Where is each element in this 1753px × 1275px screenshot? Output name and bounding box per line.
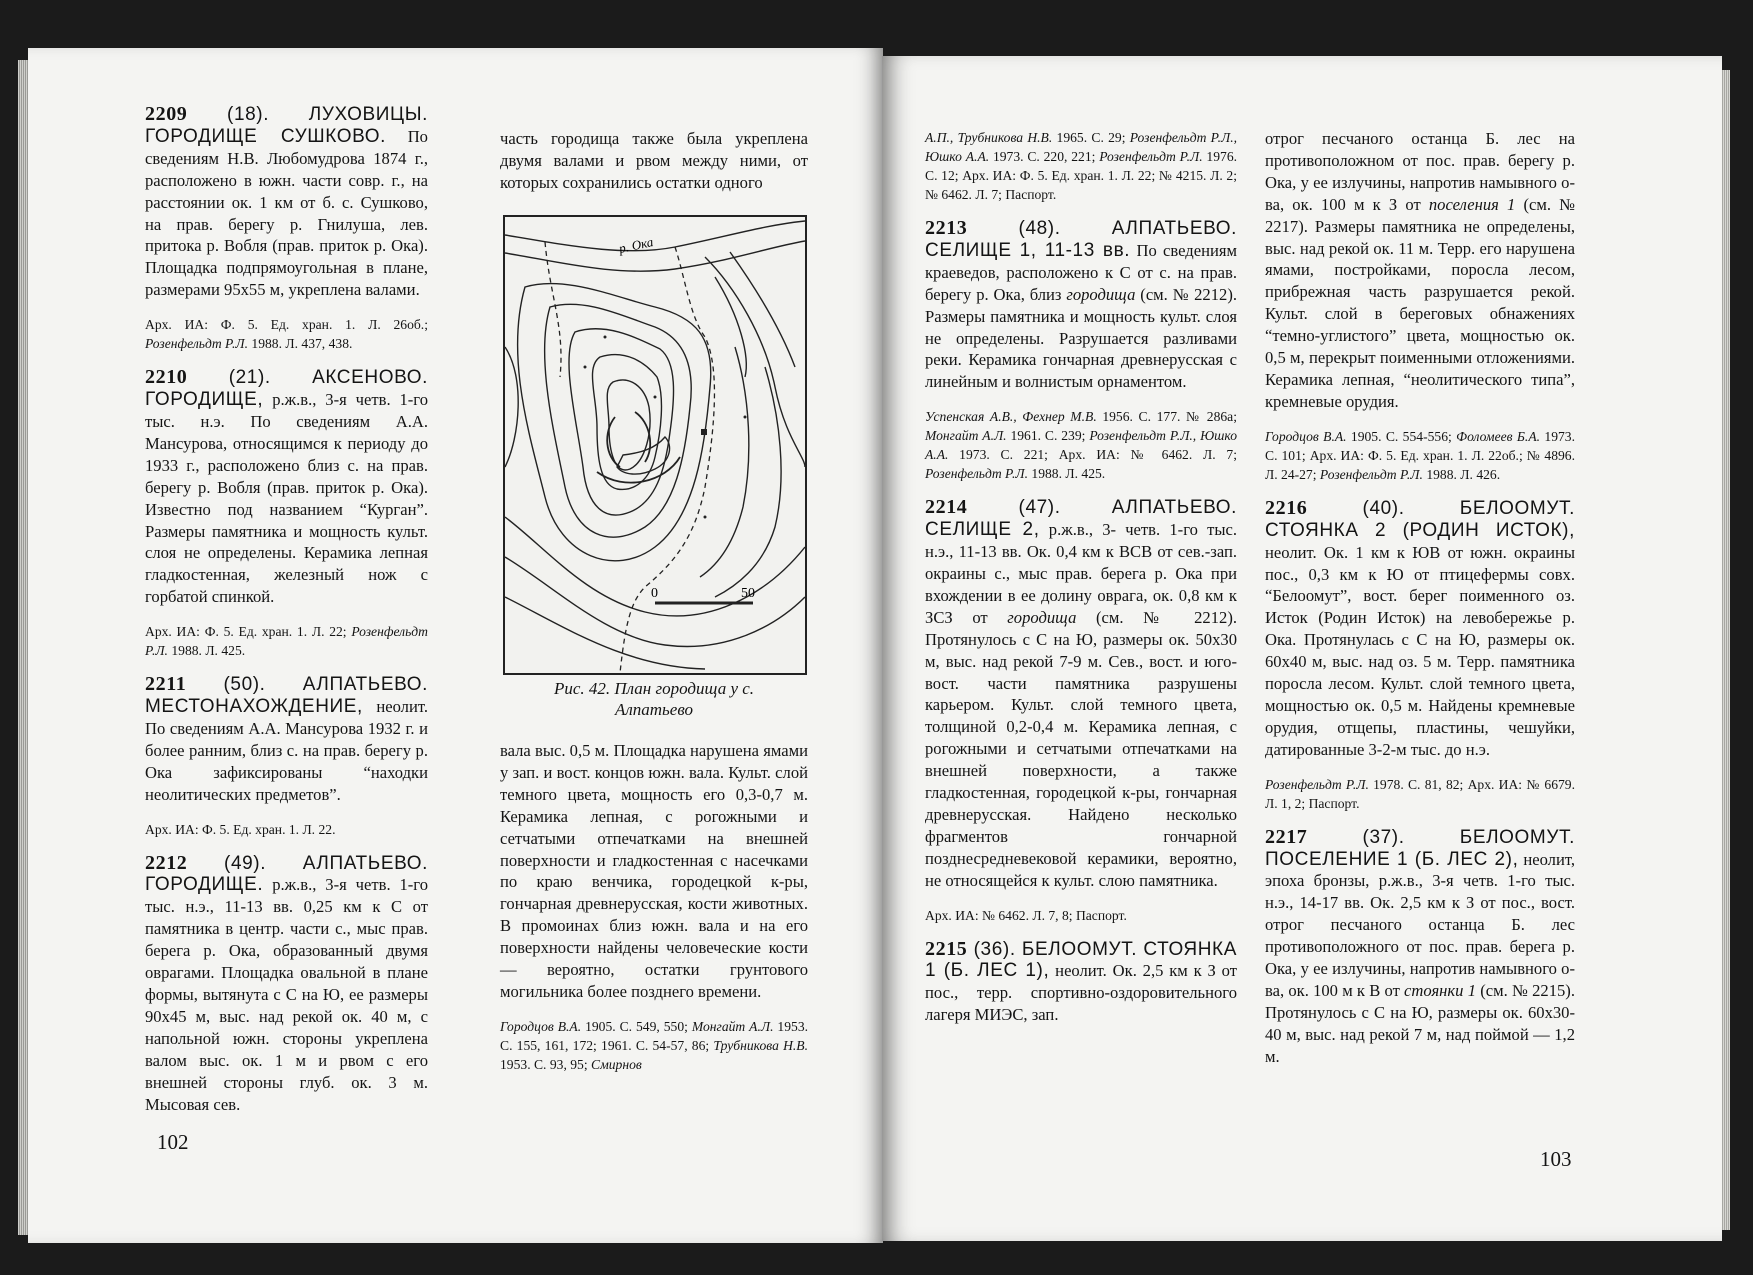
entry-heading: (21). АКСЕНОВО. ГОРОДИЩЕ,	[145, 367, 428, 411]
left-page-column-1	[145, 104, 428, 1115]
contour-map	[505, 217, 805, 673]
site-plan-figure	[503, 215, 807, 675]
entry-number: 2210	[145, 366, 188, 389]
entry-heading: (49). АЛПАТЬЕВО. ГОРОДИЩЕ.	[145, 852, 428, 896]
entry-number: 2213	[925, 217, 968, 239]
entry-2213: 2213 (48). АЛПАТЬЕВО. СЕЛИЩЕ 1, 11-13 вв. По сведениям краеведов, расположено к С от с. на прав. берегу р. Ока, близ городища (см. № 2212). Размеры памятника и мощность культ. слоя не определены. Разрушается разливами реки. Керамика гончарная древнерусская с линейным и волнистым орнаментом.	[925, 217, 1237, 392]
entry-number: 2211	[145, 673, 187, 696]
entry-2214: 2214 (47). АЛПАТЬЕВО. СЕЛИЩЕ 2, р.ж.в., 3- четв. 1-го тыс. н.э., 11-13 вв. Ок. 0,4 км к ВСВ от сев.-зап. окраины с., мыс прав. берега р. Ока при вхождении в ее долину оврага, ок. 0,8 км к ЗСЗ от городища (см. № 2212). Протянулось с С на Ю, размеры ок. 50х30 м, выс. над рекой 7-9 м. Сев., вост. и юго-вост. части памятника разрушены карьером. Культ. слой темного цвета, толщиной 0,2-0,4 м. Керамика лепная, с рогожными и сетчатыми отпечатками на внешней поверхности, а также гладкостенная, городецкой к-ры, гончарная древнерусская. Найдено несколько фрагментов гончарной позднесредневековой керамики, вероятно, не относящейся к культ. слою памятника.	[925, 496, 1237, 890]
entry-number: 2214	[925, 496, 968, 519]
entry-body: неолит. Ок. 2,5 км к З от пос., терр. спортивно-оздоровительного лагеря МИЭС, зап.	[925, 961, 1237, 1025]
entry-heading: (36). БЕЛООМУТ. СТОЯНКА 1 (Б. ЛЕС 1),	[925, 938, 1237, 982]
entry-number: 2216	[1265, 496, 1308, 519]
figure-caption: Рис. 42. План городища у с. Алпатьево	[553, 679, 755, 719]
entry-2211	[145, 674, 428, 805]
left-page-column-2-top	[500, 128, 808, 194]
entry-reference: Успенская А.В., Фехнер М.В. 1956. С. 177. № 286а; Монгайт А.Л. 1961. С. 239; Розенфельдт Р.Л., Юшко А.А. 1973. С. 221; Арх. ИА: № 6462. Л. 7; Розенфельдт Р.Л. 1988. Л. 425.	[925, 409, 1238, 482]
scale-label-50: 50	[741, 586, 755, 601]
river-label: р. Ока	[617, 234, 655, 256]
entry-body: неолит. По сведениям А.А. Мансурова 1932 г. и более ранним, близ с. на прав. берегу р. Ока зафиксированы “находки неолитических предметов”.	[145, 697, 428, 804]
entry-heading: (18). ЛУХОВИЦЫ. ГОРОДИЩЕ СУШКОВО.	[145, 104, 428, 147]
continued-text: отрог песчаного останца Б. лес на противоположном от пос. прав. берегу р. Ока, у ее излучины, напротив намывного о-ва, ок. 100 м к З от поселения 1 (см. № 2217). Размеры памятника не определены, выс. над рекой ок. 11 м. Терр. его нарушена ямами, постройками, поросла лесом, прибрежная часть разрушается рекой. Культ. слой в береговых обнажениях “темно-углистого” цвета, мощностью ок. 0,5 м, перекрыт поименными отложениями. Керамика лепная, “неолитического типа”, кремневые орудия.	[1265, 129, 1575, 411]
entry-body: р.ж.в., 3-я четв. 1-го тыс. н.э., 11-13 вв. 0,25 км к С от памятника в центр. части с., мыс прав. берега р. Ока, образованный двумя оврагами. Площадка овальной в плане формы, вытянута с С на Ю, ее размеры 90х45 м, выс. над рекой ок. 40 м, с напольной южн. стороны укреплена валом выс. ок. 1 м и рвом с его внешней стороны глуб. ок. 3 м. Мысовая сев.	[145, 875, 428, 1114]
entry-2217: 2217 (37). БЕЛООМУТ. ПОСЕЛЕНИЕ 1 (Б. ЛЕС 2), неолит, эпоха бронзы, р.ж.в., 3-я четв. 1-го тыс. н.э., 14-17 вв. Ок. 2,5 км к З от пос., вост. отрог песчаного останца Б. лес противоположного от пос. прав. берега р. Ока, у ее излучины, напротив намывного о-ва, ок. 100 м к В от стоянки 1 (см. № 2215). Протянулось с С на Ю, размеры ок. 60х30-40 м, выс. над рекой 7 м, над поймой — 1,2 м.	[1265, 825, 1575, 1066]
entry-body: р.ж.в., 3-я четв. 1-го тыс. н.э. По сведениям А.А. Мансурова, относящимся к периоду до 1933 г., расположено близ с. на прав. берегу р. Вобля (прав. приток р. Ока). Известно под названием “Курган”. Размеры памятника и мощность культ. слоя не определены. Керамика лепная гладкостенная, железный нож с горбатой спинкой.	[145, 390, 428, 607]
entry-2209	[145, 104, 428, 301]
page-number-right: 103	[1540, 1147, 1572, 1171]
entry-heading: (48). АЛПАТЬЕВО. СЕЛИЩЕ 1, 11-13 вв.	[925, 218, 1237, 261]
entry-reference: Арх. ИА: № 6462. Л. 7, 8; Паспорт.	[925, 907, 1127, 923]
entry-heading: (37). БЕЛООМУТ. ПОСЕЛЕНИЕ 1 (Б. ЛЕС 2),	[1265, 826, 1575, 870]
entry-reference: Городцов В.А. 1905. С. 549, 550; Монгайт А.Л. 1953. С. 155, 161, 172; 1961. С. 54-57, 86; Трубникова Н.В. 1953. С. 93, 95; Смирнов	[500, 1018, 809, 1072]
entry-reference: Арх. ИА: Ф. 5. Ед. хран. 1. Л. 26об.; Розенфельдт Р.Л. 1988. Л. 437, 438.	[145, 317, 428, 352]
entry-reference: Розенфельдт Р.Л. 1978. С. 81, 82; Арх. ИА: № 6679. Л. 1, 2; Паспорт.	[1265, 776, 1575, 811]
entry-reference: Городцов В.А. 1905. С. 554-556; Фоломеев Б.А. 1973. С. 101; Арх. ИА: Ф. 5. Ед. хран. 1. Л. 22об.; № 4896. Л. 24-27; Розенфельдт Р.Л. 1988. Л. 426.	[1265, 428, 1575, 482]
entry-body: По сведениям Н.В. Любомудрова 1874 г., расположено в южн. части совр. г., на расстоянии ок. 1 км от б. с. Сушково, на прав. берегу р. Гнилуша, лев. притока р. Вобля (прав. приток р. Ока). Площадка подпрямоугольная в плане, размерами 95х55 м, укреплена валами.	[145, 126, 428, 300]
entry-2216	[1265, 498, 1575, 761]
entry-2215	[925, 939, 1237, 1027]
entry-heading: (47). АЛПАТЬЕВО. СЕЛИЩЕ 2,	[925, 497, 1237, 541]
continued-text: часть городища также была укреплена двумя валами и рвом между ними, от которых сохранились остатки одного	[500, 129, 808, 192]
entry-heading: (40). БЕЛООМУТ. СТОЯНКА 2 (РОДИН ИСТОК),	[1265, 497, 1575, 541]
entry-number: 2209	[145, 103, 188, 125]
entry-reference: Арх. ИА: Ф. 5. Ед. хран. 1. Л. 22; Розенфельдт Р.Л. 1988. Л. 425.	[145, 624, 428, 659]
entry-reference: Арх. ИА: Ф. 5. Ед. хран. 1. Л. 22.	[145, 821, 336, 837]
left-page-column-2-bottom	[500, 740, 808, 1088]
entry-heading: (50). АЛПАТЬЕВО. МЕСТОНАХОЖДЕНИЕ,	[145, 674, 428, 718]
entry-reference: А.П., Трубникова Н.В. 1965. С. 29; Розенфельдт Р.Л., Юшко А.А. 1973. С. 220, 221; Розенфельдт Р.Л. 1976. С. 12; Арх. ИА: Ф. 5. Ед. хран. 1. Л. 22; № 4215. Л. 2; № 6462. Л. 7; Паспорт.	[925, 130, 1238, 202]
entry-number: 2215	[925, 937, 968, 960]
entry-2210	[145, 367, 428, 608]
scale-label-0: 0	[651, 586, 658, 601]
entry-number: 2217	[1265, 825, 1308, 848]
page-number-left: 102	[157, 1130, 189, 1154]
entry-body: неолит. Ок. 1 км к ЮВ от южн. окраины пос., 0,3 км к Ю от птицефермы совх. “Белоомут”, вост. берег поименного оз. Исток (Родин Исток) на левобережье р. Ока. Протянулась с С на Ю, размеры ок. 60х40 м, выс. над оз. 5 м. Терр. памятника поросла лесом. Культ. слой темного цвета, мощностью ок. 0,5 м. Найдены кремневые орудия, отщепы, пластины, чешуйки, датированные 3-2-м тыс. до н.э.	[1265, 542, 1575, 759]
right-page-column-1	[925, 128, 1237, 1026]
entry-2212	[145, 853, 428, 1116]
continued-text: вала выс. 0,5 м. Площадка нарушена ямами у зап. и вост. концов южн. вала. Культ. слой темного цвета, мощность его 0,3-0,7 м. Керамика лепная, с рогожными и сетчатыми отпечатками на внешней поверхности и гладкостенная с насечками по краю венчика, городецкой к-ры, гончарная древнерусская, кости животных. В промоинах близ южн. вала и на его поверхности найдены человеческие кости — вероятно, остатки грунтового могильника более позднего времени.	[500, 741, 808, 1001]
right-page-column-2	[1265, 128, 1575, 1068]
entry-number: 2212	[145, 851, 188, 874]
